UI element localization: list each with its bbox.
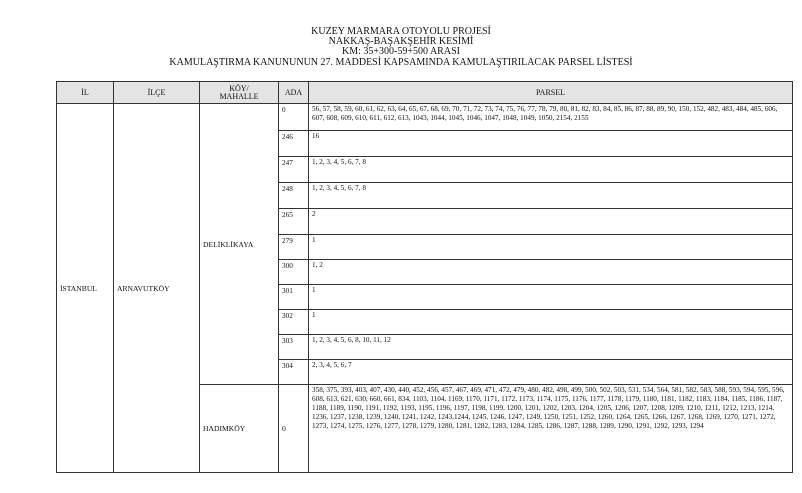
header-line-2: NAKKAŞ-BAŞAKŞEHİR KESİMİ (328, 36, 474, 47)
parsel-cell: 1, 2 (309, 260, 793, 285)
ada-cell: 265 (279, 209, 309, 235)
ada-cell: 279 (279, 235, 309, 260)
ada-cell: 301 (279, 285, 309, 310)
il-cell: İSTANBUL (57, 104, 114, 473)
col-header-koy-mahalle (200, 82, 279, 104)
ada-cell: 247 (279, 157, 309, 183)
ilce-cell: ARNAVUTKÖY (114, 104, 200, 473)
table-header-row (57, 82, 793, 104)
parsel-cell: 56, 57, 58, 59, 60, 61, 62, 63, 64, 65, 67, 68, 69, 70, 71, 72, 73, 74, 75, 76, 77, 78, 79, 80, 81, 82, 83, 84, 85, 86, 87, 88, 89, 90, 150, 152, 482, 483, 484, 485, 606, 607, 608, 609, 610, 611, 612, 613, 1043, 1044, 1045, 1046, 1047, 1048, 1049, 1050, 2154, 2155 (309, 104, 793, 131)
parsel-cell: 1 (309, 310, 793, 335)
mahalle-cell: HADIMKÖY (200, 385, 279, 473)
parsel-cell: 358, 375, 393, 403, 407, 430, 440, 452, 456, 457, 467, 469, 471, 472, 479, 480, 482, 498, 499, 500, 502, 503, 531, 534, 564, 581, 582, 583, 588, 593, 594, 595, 596, 608, 613, 621, 630, 660, 661, 834, 1103, 1104, 1169, 1170, 1171, 1172, 1173, 1174, 1175, 1176, 1177, 1178, 1179, 1180, 1181, 1182, 1183, 1184, 1185, 1186, 1187, 1188, 1189, 1190, 1191, 1192, 1193, 1195, 1196, 1197, 1198, 1199, 1200, 1201, 1202, 1203, 1204, 1205, 1206, 1207, 1208, 1209, 1210, 1211, 1212, 1213, 1214, 1236, 1237, 1238, 1239, 1240, 1241, 1242, 1243,1244, 1245, 1246, 1247, 1249, 1250, 1251, 1252, 1260, 1264, 1265, 1266, 1267, 1268, 1269, 1270, 1271, 1272, 1273, 1274, 1275, 1276, 1277, 1278, 1279, 1280, 1281, 1282, 1283, 1284, 1285, 1286, 1287, 1288, 1289, 1290, 1291, 1292, 1293, 1294 (309, 385, 793, 473)
parsel-cell: 1, 2, 3, 4, 5, 6, 8, 10, 11, 12 (309, 335, 793, 360)
parsel-cell: 2 (309, 209, 793, 235)
parsel-cell: 1, 2, 3, 4, 5, 6, 7, 8 (309, 157, 793, 183)
ada-cell: 303 (279, 335, 309, 360)
col-header-parsel: PARSEL (309, 82, 793, 104)
parsel-cell: 1 (309, 285, 793, 310)
col-header-mahalle: MAHALLE (219, 91, 259, 101)
col-header-ilce: İLÇE (114, 82, 200, 104)
header-line-4: KAMULAŞTIRMA KANUNUNUN 27. MADDESİ KAPSAMINDA KAMULAŞTIRILACAK PARSEL LİSTESİ (169, 57, 633, 68)
ada-cell: 246 (279, 131, 309, 157)
col-header-koy: KÖY/ (229, 83, 249, 93)
ada-cell: 0 (279, 385, 309, 473)
ada-cell: 248 (279, 183, 309, 209)
mahalle-cell: DELİKLİKAYA (200, 104, 279, 385)
parsel-cell: 1, 2, 3, 4, 5, 6, 7, 8 (309, 183, 793, 209)
parsel-cell: 2, 3, 4, 5, 6, 7 (309, 360, 793, 385)
header-line-3: KM: 35+300-59+500 ARASI (342, 46, 460, 57)
header-line-1: KUZEY MARMARA OTOYOLU PROJESİ (311, 26, 491, 37)
parsel-cell: 1 (309, 235, 793, 260)
col-header-ada: ADA (279, 82, 309, 104)
ada-cell: 300 (279, 260, 309, 285)
parsel-cell: 16 (309, 131, 793, 157)
parcel-table (56, 81, 793, 473)
col-header-il: İL (57, 82, 114, 104)
ada-cell: 302 (279, 310, 309, 335)
ada-cell: 304 (279, 360, 309, 385)
table-row (57, 104, 793, 131)
ada-cell: 0 (279, 104, 309, 131)
